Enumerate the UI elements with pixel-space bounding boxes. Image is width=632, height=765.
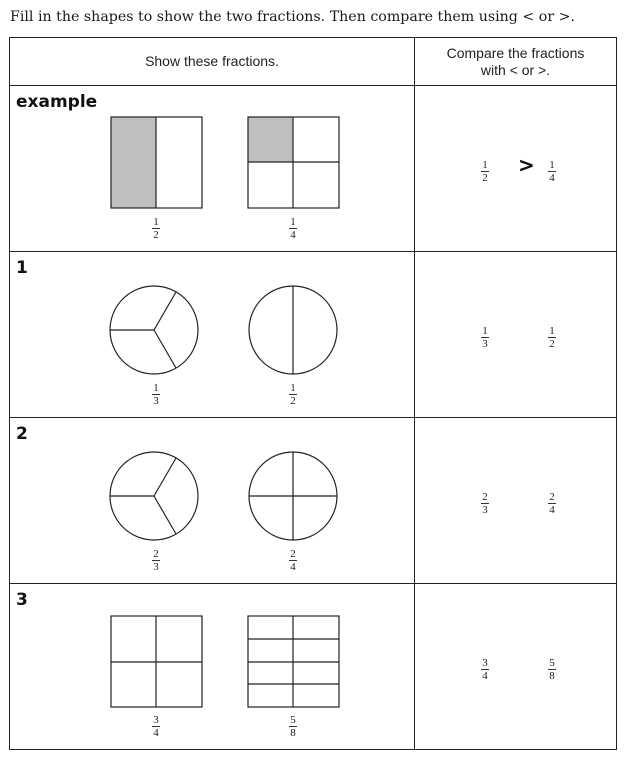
fraction-numerator: 5	[549, 657, 555, 669]
row3-compare-right-fraction	[541, 658, 563, 681]
fraction-denominator: 4	[153, 727, 159, 739]
row3-left-fraction-label	[145, 715, 167, 738]
row1-compare-left-fraction	[474, 326, 496, 349]
row1-compare-right-fraction	[541, 326, 563, 349]
problem-row-2	[10, 418, 617, 584]
fraction-numerator: 1	[482, 159, 488, 171]
row2-compare-left-fraction	[474, 492, 496, 515]
fraction-numerator: 3	[153, 714, 159, 726]
row1-shapes-cell	[10, 252, 415, 418]
row2-left-circle-thirds[interactable]	[110, 452, 198, 540]
fraction-numerator: 1	[482, 325, 488, 337]
row1-right-fraction-label	[282, 383, 304, 406]
fractions-worksheet-table	[9, 37, 617, 750]
fraction-denominator: 4	[482, 670, 488, 682]
fraction-denominator: 2	[482, 172, 488, 184]
row2-right-circle-quarters[interactable]	[249, 452, 337, 540]
row3-shapes	[10, 584, 415, 749]
fraction-numerator: 1	[153, 382, 159, 394]
fraction-numerator: 1	[153, 216, 159, 228]
row3-compare-left-fraction	[474, 658, 496, 681]
example-shapes	[10, 86, 415, 251]
row-label-2: 2	[16, 424, 28, 444]
fraction-denominator: 4	[290, 561, 296, 573]
row3-shapes-cell	[10, 584, 415, 750]
row3-left-rectangle-quarters[interactable]	[111, 616, 202, 707]
fraction-numerator: 2	[549, 491, 555, 503]
fraction-denominator: 8	[290, 727, 296, 739]
example-compare-symbol: >	[518, 153, 535, 177]
row3-right-fraction-label	[282, 715, 304, 738]
row3-compare-cell	[415, 584, 617, 750]
row2-left-fraction-label	[145, 549, 167, 572]
header-row	[10, 38, 617, 86]
problem-row-1	[10, 252, 617, 418]
fraction-denominator: 3	[482, 504, 488, 516]
fraction-denominator: 8	[549, 670, 555, 682]
header-compare-line2: with < or >.	[480, 61, 551, 78]
row2-shapes-cell	[10, 418, 415, 584]
row1-compare-cell	[415, 252, 617, 418]
row1-left-circle-thirds[interactable]	[110, 286, 198, 374]
row2-compare-cell	[415, 418, 617, 584]
fraction-numerator: 5	[290, 714, 296, 726]
fraction-numerator: 1	[290, 382, 296, 394]
row-label-3: 3	[16, 590, 28, 610]
fraction-denominator: 4	[549, 172, 555, 184]
fraction-numerator: 1	[549, 325, 555, 337]
fraction-denominator: 4	[549, 504, 555, 516]
header-show-label: Show these fractions.	[145, 53, 279, 69]
fraction-numerator: 3	[482, 657, 488, 669]
row-label-1: 1	[16, 258, 28, 278]
row1-right-circle-halves[interactable]	[249, 286, 337, 374]
example-compare-left-fraction	[474, 160, 496, 183]
row-label-example: example	[16, 92, 98, 112]
instructions-text: Fill in the shapes to show the two fractions. Then compare them using < or >.	[10, 9, 576, 25]
header-show-fractions	[10, 38, 415, 86]
fraction-denominator: 3	[153, 395, 159, 407]
fraction-numerator: 2	[482, 491, 488, 503]
row2-compare-right-fraction	[541, 492, 563, 515]
problem-row-3	[10, 584, 617, 750]
row1-shapes	[10, 252, 415, 417]
example-compare-cell	[415, 86, 617, 252]
header-compare-fractions	[415, 38, 617, 86]
example-right-fraction-label	[282, 217, 304, 240]
fraction-numerator: 1	[549, 159, 555, 171]
example-left-rectangle[interactable]	[111, 117, 202, 208]
example-right-rectangle[interactable]	[248, 117, 339, 208]
example-left-fraction-label	[145, 217, 167, 240]
fraction-numerator: 1	[290, 216, 296, 228]
row2-right-fraction-label	[282, 549, 304, 572]
fraction-denominator: 4	[290, 229, 296, 241]
fraction-denominator: 3	[153, 561, 159, 573]
row1-left-fraction-label	[145, 383, 167, 406]
example-shapes-cell	[10, 86, 415, 252]
fraction-denominator: 2	[290, 395, 296, 407]
fraction-denominator: 2	[153, 229, 159, 241]
example-row	[10, 86, 617, 252]
fraction-numerator: 2	[290, 548, 296, 560]
fraction-numerator: 2	[153, 548, 159, 560]
fraction-denominator: 3	[482, 338, 488, 350]
header-compare-line1: Compare the fractions	[446, 44, 585, 61]
row3-right-rectangle-eighths[interactable]	[248, 616, 339, 707]
fraction-denominator: 2	[549, 338, 555, 350]
row2-shapes	[10, 418, 415, 583]
example-compare-right-fraction	[541, 160, 563, 183]
